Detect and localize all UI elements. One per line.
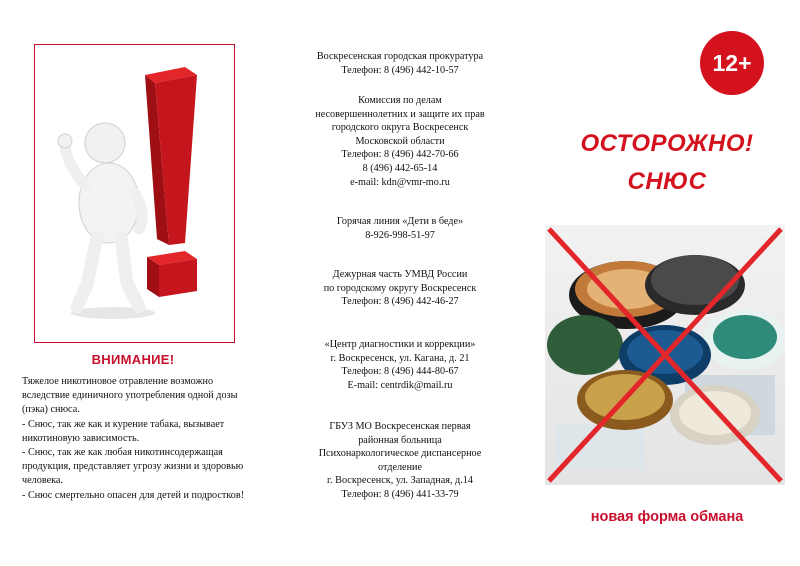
- contact-line: по городскому округу Воскресенск: [323, 282, 477, 294]
- contact-line: городского округа Воскресенск: [331, 122, 469, 134]
- tagline: новая форма обмана: [590, 509, 744, 525]
- contact-line: несовершеннолетних и защите их прав: [315, 108, 485, 120]
- contact-line: Телефон: 8 (496) 442-70-66: [341, 149, 459, 161]
- contacts-panel: [266, 0, 534, 566]
- contact-line: Комиссия по делам: [358, 95, 442, 106]
- contact-block-prosecutor: [266, 50, 534, 77]
- contact-line: Телефон: 8 (496) 441-33-79: [341, 488, 459, 500]
- contact-line: районная больница: [358, 434, 442, 446]
- warning-paragraph: - Снюс смертельно опасен для детей и подростков!: [22, 489, 245, 501]
- contact-line: 8-926-998-51-97: [365, 229, 435, 241]
- contact-line: г. Воскресенск, ул. Кагана, д. 21: [330, 352, 470, 364]
- contact-line: Телефон: 8 (496) 442-10-57: [341, 64, 459, 76]
- age-rating-badge: 12+: [700, 31, 764, 95]
- headline-caution: ОСТОРОЖНО!: [580, 130, 754, 157]
- exclamation-figure-illustration: [34, 44, 235, 343]
- contact-line: Дежурная часть УМВД России: [332, 269, 468, 280]
- contact-block-commission: [266, 94, 534, 189]
- contact-line: Московской области: [355, 135, 445, 147]
- contact-line: Психонаркологическое диспансерное: [318, 448, 482, 460]
- contact-block-hospital: [266, 420, 534, 502]
- contact-line: 8 (496) 442-65-14: [362, 162, 438, 174]
- email-link[interactable]: e-mail: kdn@vmr-mo.ru: [350, 176, 450, 188]
- contact-block-police: [266, 268, 534, 309]
- contact-line: Горячая линия «Дети в беде»: [336, 216, 464, 227]
- left-panel: [0, 0, 266, 566]
- contact-block-hotline: [266, 215, 534, 242]
- warning-text: [22, 375, 248, 503]
- email-link[interactable]: E-mail: centrdik@mail.ru: [347, 379, 453, 391]
- contact-line: ГБУЗ МО Воскресенская первая: [329, 421, 471, 432]
- contact-line: Телефон: 8 (496) 442-46-27: [341, 296, 459, 308]
- warning-paragraph: - Снюс, так же как любая никотинсодержащая продукция, представляет угрозу жизни и здоровью человека.: [22, 447, 244, 487]
- warning-paragraph: Тяжелое никотиновое отравление возможно вследствие единичного употребления одной дозы (пэка) снюса.: [22, 376, 238, 416]
- contact-block-diagnostics-center: [266, 338, 534, 392]
- warning-title: ВНИМАНИЕ!: [91, 352, 175, 367]
- warning-paragraph: - Снюс, так же как и курение табака, вызывает никотиновую зависимость.: [22, 418, 225, 444]
- contact-line: г. Воскресенск, ул. Западная, д.14: [327, 475, 473, 487]
- contact-line: отделение: [377, 461, 422, 473]
- contact-line: Воскресенская городская прокуратура: [316, 51, 484, 62]
- contact-line: Телефон: 8 (496) 444-80-67: [341, 366, 459, 378]
- headline-snus: СНЮС: [627, 168, 707, 195]
- contact-line: «Центр диагностики и коррекции»: [324, 339, 476, 350]
- snus-tins-photo: [545, 225, 785, 485]
